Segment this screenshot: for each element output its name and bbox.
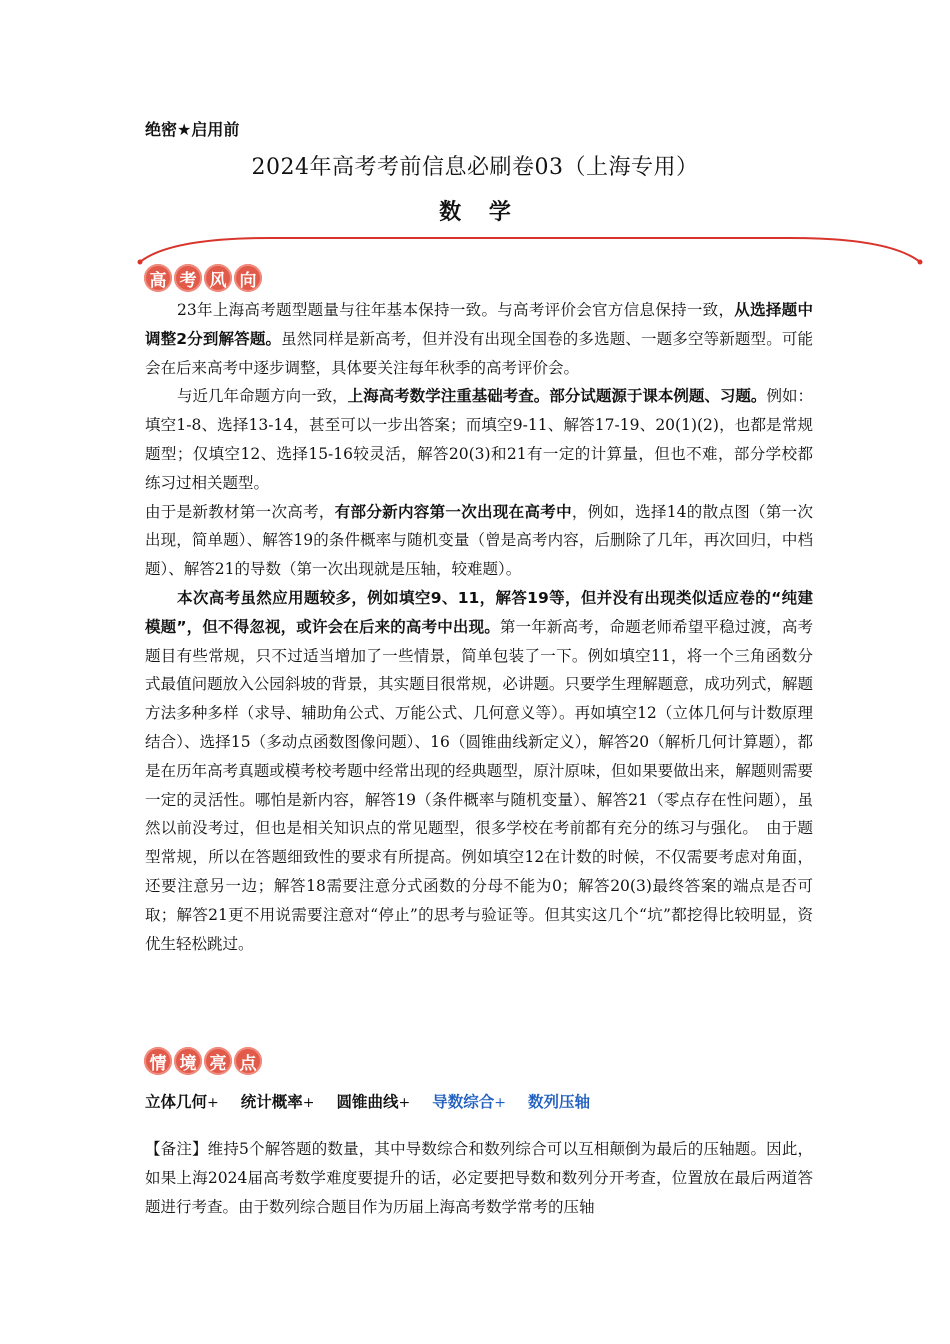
paragraph-1 [145,296,813,382]
stamp2-char-0: 情 [144,1047,172,1075]
p1-run-2: 虽然同样是新高考，但并没有出现全国卷的多选题、一题多空等新题型。可能会在后来高考中逐步调整，具体要关注每年秋季的高考评价会。 [145,329,813,377]
topic-tag-1 [241,1090,315,1112]
secret-label: 绝密★启用前 [145,120,240,139]
page-title: 2024年高考考前信息必刷卷03（上海专用） [251,155,699,180]
p2-run-1: 上海高考数学注重基础考查。部分试题源于课本例题、习题。 [347,387,767,406]
topic-tag-label: 统计概率 [240,1093,303,1111]
p4-run-0: 本次高考虽然应用题较多，例如填空9、11，解答19等，但并没有出现类似适应卷的“纯建模题”，但不得忽视，或许会在后来的高考中出现。 [145,588,813,636]
p1-run-1: 从选择题中调整2分到解答题。 [145,301,813,348]
stamp1-char-3: 向 [234,264,262,292]
section-body [145,296,813,958]
note-paragraph: 【备注】维持5个解答题的数量，其中导数综合和数列综合可以互相颠倒为最后的压轴题。因此，如果上海2024届高考数学难度要提升的话，必定要把导数和数列分开考查，位置放在最后两道答题进行考查。由于数列综合题目作为历届上海高考数学常考的压轴 [145,1140,813,1216]
topic-tag-4 [528,1090,590,1112]
p2-run-0: 与近几年命题方向一致， [177,387,348,406]
topic-tag-0 [145,1090,219,1112]
p1-run-0: 23年上海高考题型题量与往年基本保持一致。与高考评价会官方信息保持一致， [177,301,735,319]
section-stamp-qingjing-liangdian [144,1047,262,1075]
subject-title: 数 学 [439,200,521,225]
topic-tag-plus: + [302,1095,315,1111]
p3-run-0: 由于是新教材第一次高考， [145,502,335,521]
topic-tag-2 [337,1090,411,1112]
topic-tag-label: 立体几何 [145,1093,208,1111]
stamp1-char-2: 风 [204,264,232,292]
p3-run-2: ，例如，选择14的散点图（第一次出现，简单题）、解答19的条件概率与随机变量（曾是高考内容，后删除了几年，再次回归，中档题）、解答21的导数（第一次出现就是压轴，较难题）。 [145,502,813,579]
stamp2-char-3: 点 [234,1047,262,1075]
paragraph-4 [145,584,813,958]
topic-tag-plus: + [398,1095,411,1111]
topic-tags [145,1090,590,1112]
topic-tag-plus: + [494,1095,506,1111]
stamp1-char-1: 考 [174,264,202,292]
stamp1-char-0: 高 [144,264,172,292]
paragraph-3 [145,498,813,584]
stamp2-char-2: 亮 [204,1047,232,1075]
paragraph-2 [145,382,813,497]
p2-run-2: 例如：填空1-8、选择13-14，甚至可以一步出答案；而填空9-11、解答17-19、20(1)(2)，也都是常规题型；仅填空12、选择15-16较灵活，解答20(3)和21有一定的计算量，但也不难，部分学校都练习过相关题型。 [145,387,813,492]
topic-tag-label: 圆锥曲线 [336,1093,399,1111]
p4-run-1: 第一年新高考，命题老师希望平稳过渡，高考题目有些常规，只不过适当增加了一些情景，简单包装了一下。例如填空11，将一个三角函数分式最值问题放入公园斜坡的背景，其实题目很常规，必讲题。只要学生理解题意，成功列式，解题方法多种多样（求导、辅助角公式、万能公式、几何意义等）。再如填空12（立体几何与计数原理结合）、选择15（多动点函数图像问题）、16（圆锥曲线新定义），解答20（解析几何计算题），都是在历年高考真题或模考校考题中经常出现的经典题型，原汁原味，但如果要做出来，解题则需要一定的灵活性。哪怕是新内容，解答19（条件概率与随机变量）、解答21（零点存在性问题），虽然以前没考过，但也是相关知识点的常见题型，很多学校在考前都有充分的练习与强化。 由于题型常规，所以在答题细致性的要求有所提高。例如填空12在计数的时候，不仅需要考虑对角面，还要注意另一边；解答18需要注意分式函数的分母不能为0；解答20(3)最终答案的端点是否可取；解答21更不用说需要注意对“停止”的思考与验证等。但其实这几个“坑”都挖得比较明显，资优生轻松跳过。 [145,617,813,953]
section-stamp-gaokao-fengxiang [144,264,262,292]
topic-tag-plus: + [207,1095,219,1111]
p3-run-1: 有部分新内容第一次出现在高考中 [334,502,572,521]
stamp2-char-1: 境 [174,1047,202,1075]
topic-tag-3 [432,1090,506,1112]
topic-tag-label: 数列压轴 [528,1093,591,1111]
topic-tag-label: 导数综合 [432,1093,495,1111]
